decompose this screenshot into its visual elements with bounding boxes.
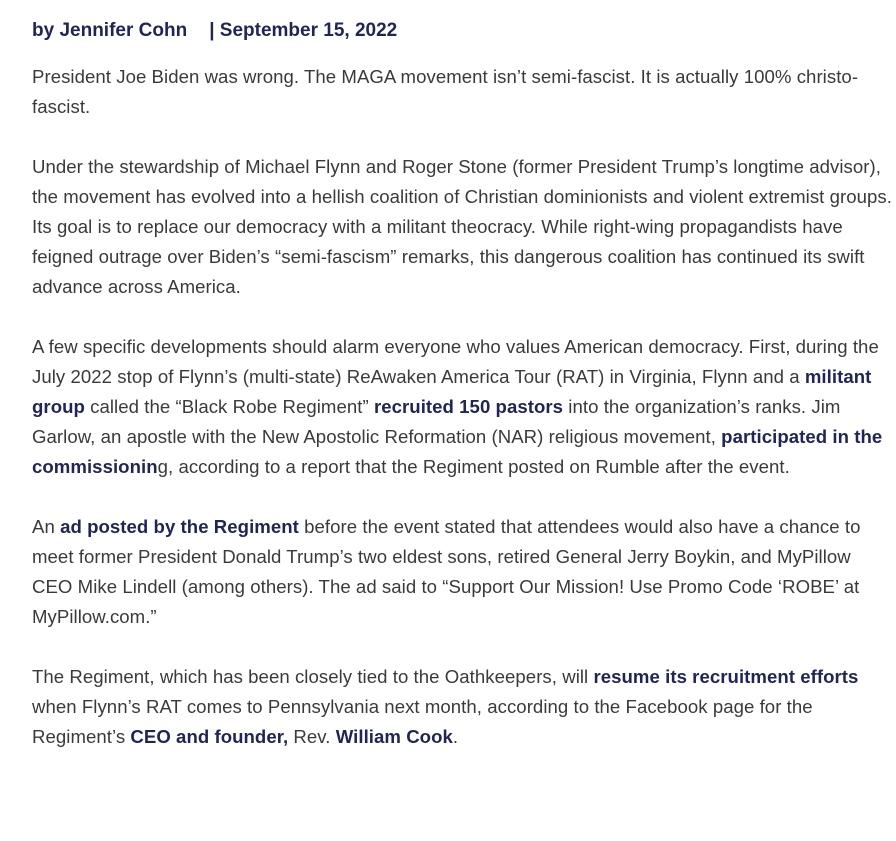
commissioning-link[interactable]: participated in the commissionin [32, 426, 883, 477]
paragraph-4 [32, 512, 892, 632]
ceo-founder-label: CEO and founder, [130, 726, 289, 747]
paragraph-5-text-4: . [452, 726, 459, 747]
paragraph-4-text-1: An [32, 516, 61, 537]
william-cook-link[interactable]: William Cook [335, 726, 453, 747]
publish-date: | September 15, 2022 [209, 20, 398, 41]
article-body [32, 14, 892, 782]
paragraph-3-text-1: A few specific developments should alarm everyone who values American democracy. First, during the July 2022 stop of Flynn’s (multi-state) ReAwaken America Tour (RAT) in Virginia, Flynn and a [32, 336, 879, 387]
paragraph-3-text-4: g, according to a report that the Regiment posted on Rumble after the event. [157, 456, 790, 477]
paragraph-1 [32, 62, 892, 122]
paragraph-3-text-2: called the “Black Robe Regiment” [84, 396, 374, 417]
paragraph-5-text-2: when Flynn’s RAT comes to Pennsylvania next month, according to the Facebook page for the Regiment’s [32, 696, 813, 747]
regiment-ad-link[interactable]: ad posted by the Regiment [60, 516, 299, 537]
resume-recruitment-link[interactable]: resume its recruitment efforts [593, 666, 859, 687]
paragraph-5 [32, 662, 892, 752]
paragraph-3-text-3: into the organization’s ranks. Jim Garlow, an apostle with the New Apostolic Reformation (NAR) religious movement, [32, 396, 841, 447]
author-name: by Jennifer Cohn [32, 20, 188, 41]
byline [32, 14, 892, 48]
recruited-pastors-link[interactable]: recruited 150 pastors [373, 396, 564, 417]
paragraph-2 [32, 152, 892, 302]
paragraph-4-text-2: before the event stated that attendees would also have a chance to meet former President Donald Trump’s two eldest sons, retired General Jerry Boykin, and MyPillow CEO Mike Lindell (among others). The ad said to “Support Our Mission! Use Promo Code ‘ROBE’ at MyPillow.com.” [32, 516, 861, 627]
paragraph-5-text-1: The Regiment, which has been closely tied to the Oathkeepers, will [32, 666, 594, 687]
paragraph-3 [32, 332, 892, 482]
paragraph-2-text: Under the stewardship of Michael Flynn and Roger Stone (former President Trump’s longtime advisor), the movement has evolved into a hellish coalition of Christian dominionists and violent extremist groups. Its goal is to replace our democracy with a militant theocracy. While right-wing propagandists have feigned outrage over Biden’s “semi-fascism” remarks, this dangerous coalition has continued its swift advance across America. [32, 156, 892, 297]
paragraph-1-text: President Joe Biden was wrong. The MAGA movement isn’t semi-fascist. It is actually 100% christo-fascist. [32, 66, 859, 117]
militant-group-link[interactable]: militant group [32, 366, 872, 417]
paragraph-5-text-3: Rev. [288, 726, 336, 747]
